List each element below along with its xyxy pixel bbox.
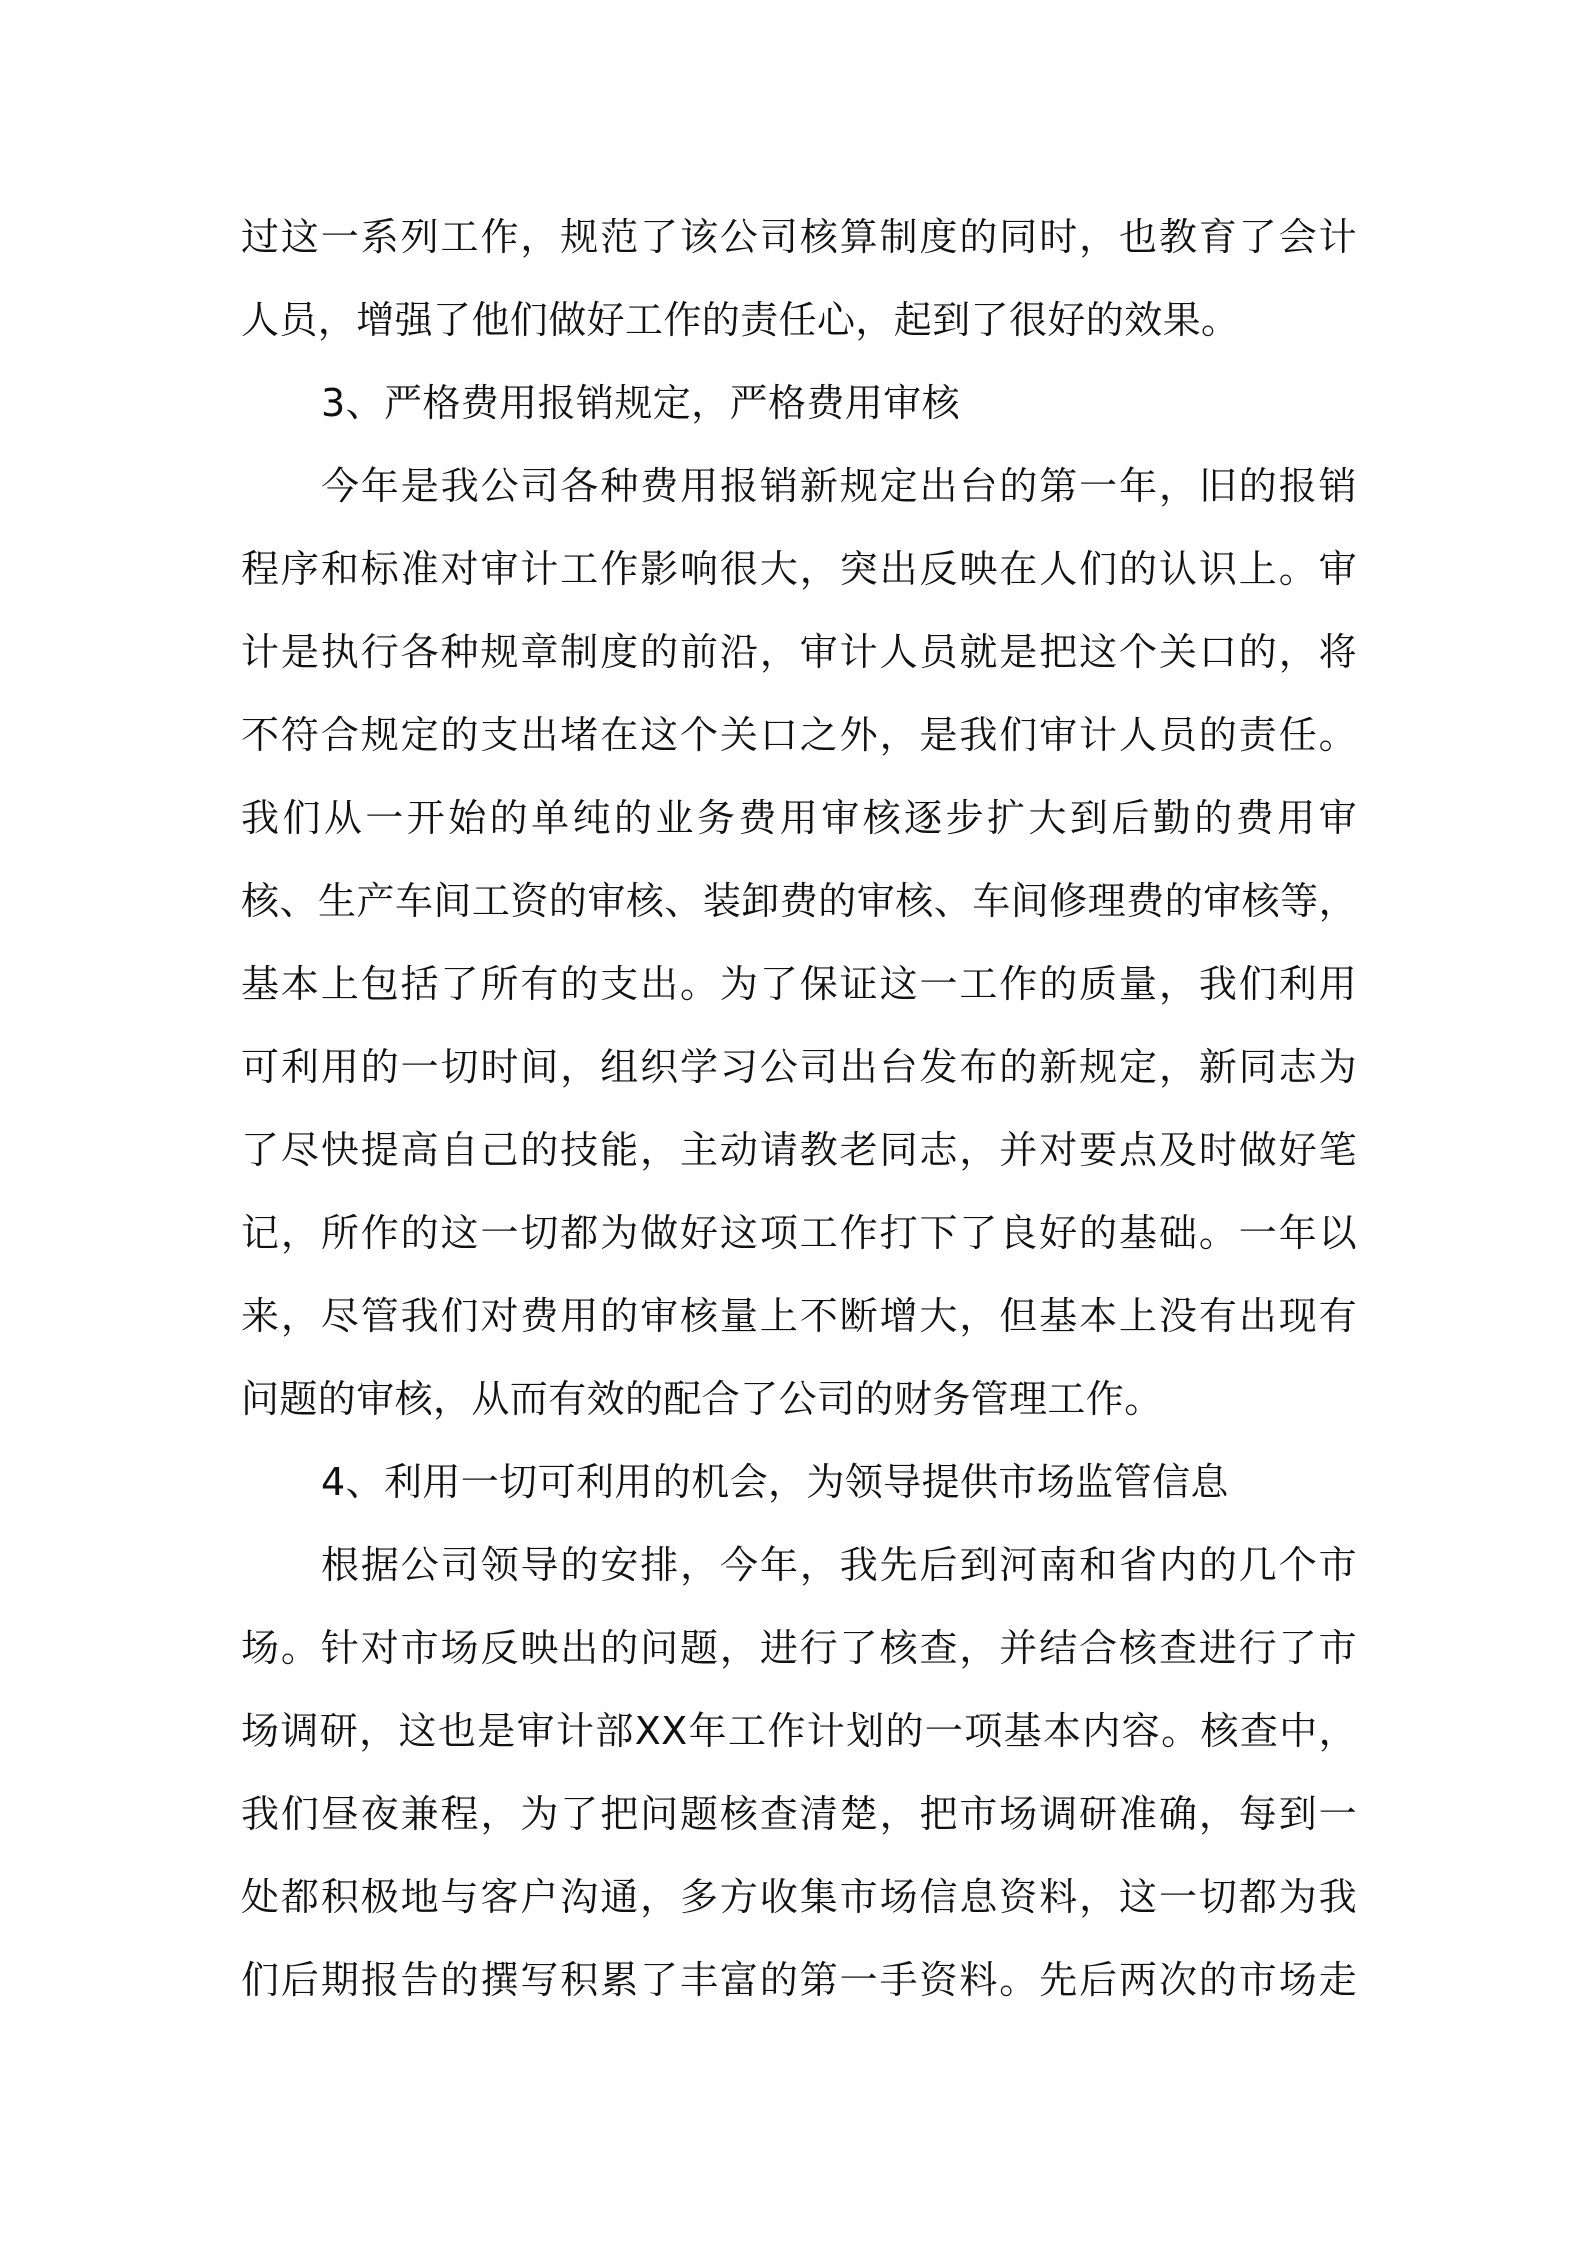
text-line: 可利用的一切时间，组织学习公司出台发布的新规定，新同志为 <box>241 1045 1357 1089</box>
text-line: 来，尽管我们对费用的审核量上不断增大，但基本上没有出现有 <box>241 1294 1357 1338</box>
body-text <box>241 196 1357 2022</box>
text-line: 不符合规定的支出堵在这个关口之外，是我们审计人员的责任。 <box>241 713 1357 757</box>
text-line: 基本上包括了所有的支出。为了保证这一工作的质量，我们利用 <box>241 962 1357 1006</box>
paragraph-first-line: 根据公司领导的安排，今年，我先后到河南和省内的几个市 <box>321 1543 1357 1587</box>
text-line: 问题的审核，从而有效的配合了公司的财务管理工作。 <box>241 1377 1163 1421</box>
text-line: 场调研，这也是审计部XX年工作计划的一项基本内容。核查中， <box>241 1709 1357 1753</box>
text-line: 场。针对市场反映出的问题，进行了核查，并结合核查进行了市 <box>241 1626 1357 1670</box>
text-line: 们后期报告的撰写积累了丰富的第一手资料。先后两次的市场走 <box>241 1958 1357 2002</box>
text-line: 计是执行各种规章制度的前沿，审计人员就是把这个关口的，将 <box>241 630 1357 674</box>
text-line: 核、生产车间工资的审核、装卸费的审核、车间修理费的审核等， <box>241 879 1357 923</box>
text-line: 我们昼夜兼程，为了把问题核查清楚，把市场调研准确，每到一 <box>241 1792 1357 1836</box>
text-line: 我们从一开始的单纯的业务费用审核逐步扩大到后勤的费用审 <box>241 796 1357 840</box>
text-line: 处都积极地与客户沟通，多方收集市场信息资料，这一切都为我 <box>241 1875 1357 1919</box>
text-line: 记，所作的这一切都为做好这项工作打下了良好的基础。一年以 <box>241 1211 1357 1255</box>
section-heading: 4、利用一切可利用的机会，为领导提供市场监管信息 <box>321 1460 1229 1504</box>
text-line: 过这一系列工作，规范了该公司核算制度的同时，也教育了会计 <box>241 215 1357 259</box>
text-line: 了尽快提高自己的技能，主动请教老同志，并对要点及时做好笔 <box>241 1128 1357 1172</box>
text-line: 人员，增强了他们做好工作的责任心，起到了很好的效果。 <box>241 298 1240 342</box>
paragraph-first-line: 今年是我公司各种费用报销新规定出台的第一年，旧的报销 <box>321 464 1357 508</box>
section-heading: 3、严格费用报销规定，严格费用审核 <box>321 381 960 425</box>
text-line: 程序和标准对审计工作影响很大，突出反映在人们的认识上。审 <box>241 547 1357 591</box>
